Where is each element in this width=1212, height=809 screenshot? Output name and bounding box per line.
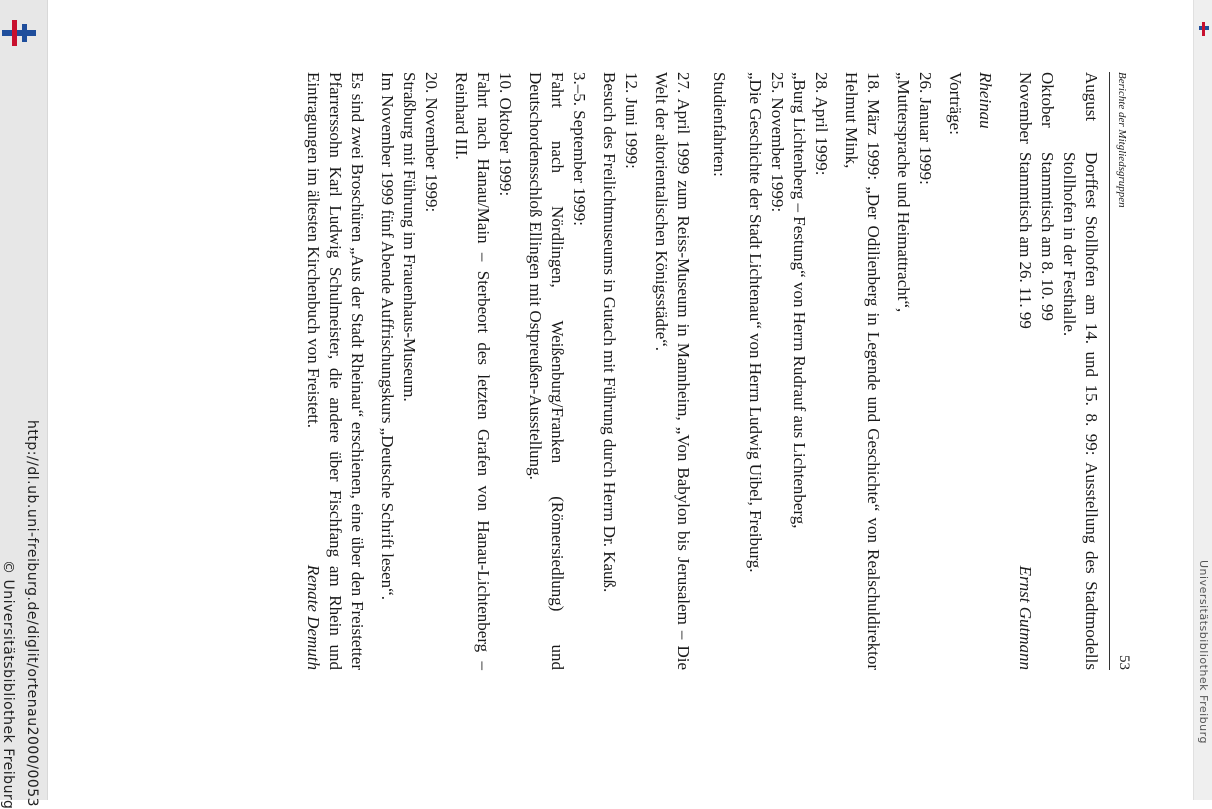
running-head <box>1109 72 1130 670</box>
trip-text: Fahrt nach Hanau/Main – Sterbeort des letzten Grafen von Hanau-Lichtenberg – Reinhard III. <box>452 72 493 670</box>
lecture-text: „Muttersprache und Heimattracht“, <box>894 72 913 313</box>
schedule-text: Dorffest Stollhofen am 14. und 15. 8. 99: Ausstellung des Stadtmodells Stollhofen in der Festhalle. <box>1060 152 1101 670</box>
document-page <box>90 60 1130 680</box>
schedule-label: November <box>1016 72 1035 144</box>
studienfahrten-heading: Studienfahrten: <box>710 72 729 177</box>
brochures-text: Es sind zwei Broschüren „Aus der Stadt Rheinau“ erschienen, eine über den Freistetter Pfarrerssohn Karl Ludwig Schulmeister, die andere über Fischfang am Rhein und Eintragungen im ältesten Kirchenbuch von Freistett. <box>304 72 367 670</box>
schedule-text: Stammtisch am 8. 10. 99 <box>1038 152 1057 322</box>
page-body <box>302 72 1102 670</box>
lecture-date: 25. November 1999: <box>768 72 787 213</box>
trip-text: Straßburg mit Führung im Frauenhaus-Museum. <box>400 72 419 402</box>
author-signature: Ernst Gutmann <box>1016 565 1035 670</box>
trip-text: 27. April 1999 zum Reiss-Museum in Mannheim, „Von Babylon bis Jerusalem – Die Welt der altorientalischen Königsstädte“. <box>652 72 693 670</box>
section-title: Rheinau <box>976 72 995 129</box>
trip-date: 3.–5. September 1999: <box>570 72 589 226</box>
course-text: Im November 1999 fünf Abende Auffrischungskurs „Deutsche Schrift lesen“. <box>378 72 397 600</box>
schedule-label: August <box>1082 72 1101 122</box>
schedule-label: Oktober <box>1038 72 1057 128</box>
right-edge-label: Universitätsbibliothek Freiburg <box>1197 560 1210 744</box>
library-logo-icon <box>2 20 36 46</box>
schedule-row <box>1036 72 1058 670</box>
lecture-date: 28. April 1999: <box>812 72 831 176</box>
author-signature: Renate Demuth <box>304 564 323 670</box>
trip-date: 10. Oktober 1999: <box>496 72 515 197</box>
lecture-text: „Die Geschichte der Stadt Lichtenau“ von Herrn Ludwig Uibel, Freiburg. <box>746 72 765 573</box>
trip-text: Fahrt nach Nördlingen, Weißenburg/Franken (Römersiedlung) und Deutschordensschloß Ellingen mit Ostpreußen-Ausstellung. <box>526 72 567 670</box>
trip-date: 12. Juni 1999: <box>622 72 641 169</box>
source-url[interactable]: http://dl.ub.uni-freiburg.de/diglit/ortenau2000/0053 <box>24 420 40 808</box>
running-title: Berichte der Mitgliedsgruppen <box>1116 72 1128 208</box>
vortraege-heading: Vorträge: <box>946 72 965 135</box>
copyright-notice: © Universitätsbibliothek Freiburg <box>0 560 16 809</box>
lecture-text: „Burg Lichtenberg – Festung“ von Herrn Rudrauf aus Lichtenberg, <box>790 72 809 529</box>
page-number: 53 <box>1116 655 1132 670</box>
trip-date: 20. November 1999: <box>422 72 441 213</box>
schedule-row <box>1058 72 1102 670</box>
library-logo-small-icon <box>1199 22 1209 36</box>
lecture-text: 18. März 1999: „Der Odilienberg in Legende und Geschichte“ von Realschuldirektor Helmut Mink, <box>842 72 883 670</box>
schedule-text: Stammtisch am 26. 11. 99 <box>1016 152 1035 329</box>
trip-text: Besuch des Freilichtmuseums in Gutach mit Führung durch Herrn Dr. Kauß. <box>600 72 619 593</box>
lecture-date: 26. Januar 1999: <box>916 72 935 185</box>
